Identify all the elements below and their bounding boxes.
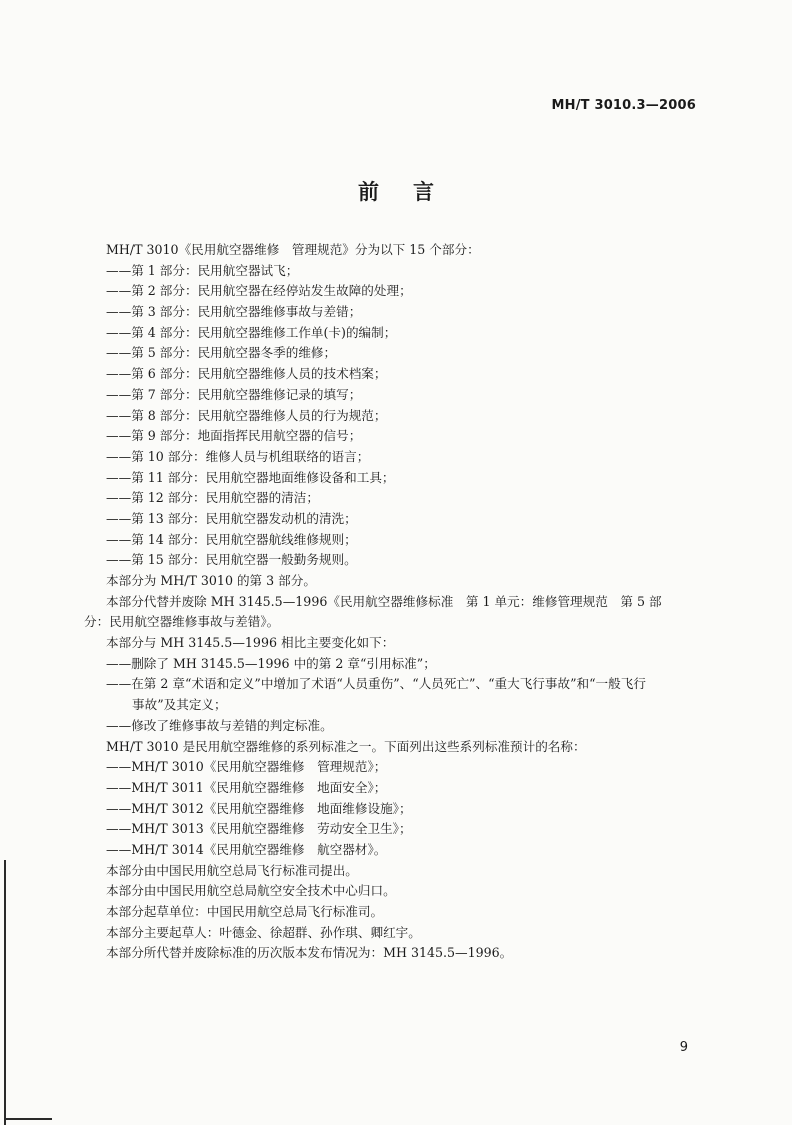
scan-border-foot — [4, 1118, 52, 1120]
page-number: 9 — [679, 1040, 688, 1055]
part-list-item: ——第 3 部分：民用航空器维修事故与差错； — [106, 304, 362, 320]
scan-border-line — [4, 860, 6, 1125]
drafted-by: 本部分起草单位：中国民用航空总局飞行标准司。 — [106, 904, 384, 919]
part-list-item: ——第 12 部分：民用航空器的清洁； — [106, 490, 319, 506]
replace-paragraph-line1: 本部分代替并废除 MH 3145.5—1996《民用航空器维修标准 第 1 单元：维修管理规范 第 5 部 — [106, 593, 662, 609]
part-list-item: ——第 9 部分：地面指挥民用航空器的信号； — [106, 428, 362, 444]
part-list-item: ——第 5 部分：民用航空器冬季的维修； — [106, 345, 337, 361]
replace-paragraph-line2: 分：民用航空器维修事故与差错》。 — [84, 614, 280, 630]
change-list-item-continued: 事故”及其定义； — [132, 697, 227, 713]
proposed-by: 本部分由中国民用航空总局飞行标准司提出。 — [106, 862, 358, 878]
part-list-item: ——第 7 部分：民用航空器维修记录的填写； — [106, 386, 362, 402]
part-list-item: ——第 4 部分：民用航空器维修工作单(卡)的编制； — [106, 324, 397, 340]
part-list-item: ——第 15 部分：民用航空器一般勤务规则。 — [106, 552, 357, 568]
change-list-item: ——在第 2 章“术语和定义”中增加了术语“人员重伤”、“人员死亡”、“重大飞行事故”和“一般飞行 — [106, 676, 646, 692]
part-list-item: ——第 13 部分：民用航空器发动机的清洗； — [106, 510, 357, 526]
document-code: MH/T 3010.3—2006 — [551, 98, 696, 113]
series-list-item: ——MH/T 3014《民用航空器维修 航空器材》。 — [106, 841, 387, 857]
change-list-item: ——修改了维修事故与差错的判定标准。 — [106, 717, 333, 733]
part-list-item: ——第 2 部分：民用航空器在经停站发生故障的处理； — [106, 283, 412, 299]
series-list-item: ——MH/T 3010《民用航空器维修 管理规范》； — [106, 759, 387, 775]
part-list-item: ——第 1 部分：民用航空器试飞； — [106, 262, 299, 278]
series-intro: MH/T 3010 是民用航空器维修的系列标准之一。下面列出这些系列标准预计的名称： — [106, 738, 586, 754]
part-list-item: ——第 6 部分：民用航空器维修人员的技术档案； — [106, 366, 387, 382]
this-part-paragraph: 本部分为 MH/T 3010 的第 3 部分。 — [106, 573, 316, 588]
series-list-item: ——MH/T 3011《民用航空器维修 地面安全》； — [106, 779, 387, 795]
part-list-item: ——第 14 部分：民用航空器航线维修规则； — [106, 531, 357, 547]
page-title: 前言 — [358, 180, 468, 204]
series-list-item: ——MH/T 3013《民用航空器维修 劳动安全卫生》； — [106, 821, 412, 837]
changes-intro: 本部分与 MH 3145.5—1996 相比主要变化如下： — [106, 635, 395, 651]
change-list-item: ——删除了 MH 3145.5—1996 中的第 2 章“引用标准”； — [106, 655, 436, 671]
drafters: 本部分主要起草人：叶德金、徐超群、孙作琪、卿红宇。 — [106, 924, 421, 940]
managed-by: 本部分由中国民用航空总局航空安全技术中心归口。 — [106, 883, 396, 899]
foreword-body — [84, 240, 706, 964]
series-list-item: ——MH/T 3012《民用航空器维修 地面维修设施》； — [106, 800, 412, 816]
part-list-item: ——第 8 部分：民用航空器维修人员的行为规范； — [106, 407, 387, 423]
part-list-item: ——第 10 部分：维修人员与机组联络的语言； — [106, 448, 370, 464]
part-list-item: ——第 11 部分：民用航空器地面维修设备和工具； — [106, 469, 395, 485]
history: 本部分所代替并废除标准的历次版本发布情况为：MH 3145.5—1996。 — [106, 945, 513, 961]
intro-paragraph: MH/T 3010《民用航空器维修 管理规范》分为以下 15 个部分： — [106, 242, 480, 257]
